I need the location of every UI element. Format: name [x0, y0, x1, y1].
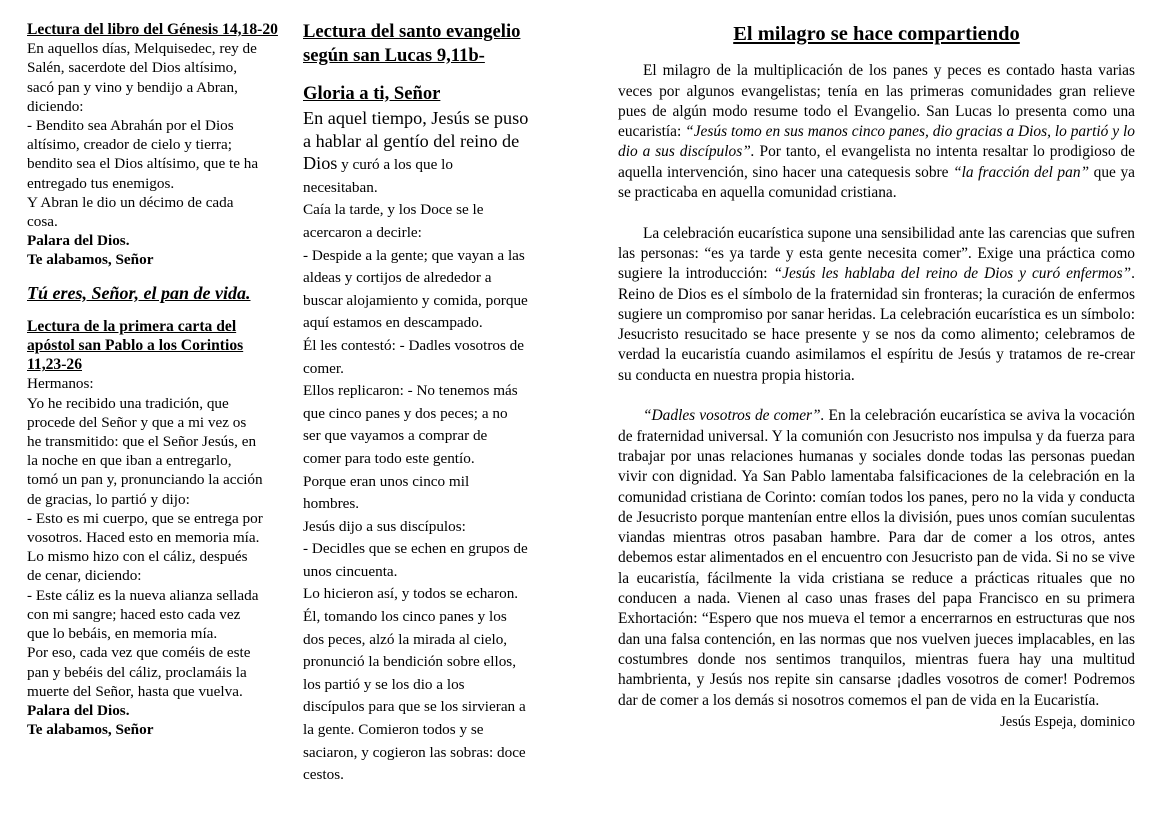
genesis-reading-line: Salén, sacerdote del Dios altísimo,	[27, 59, 238, 77]
corinthians-reading-line: de cenar, diciendo:	[27, 567, 142, 585]
gospel-text-line: dos peces, alzó la mirada al cielo,	[303, 630, 508, 648]
gospel-text-line: aquí estamos en descampado.	[303, 314, 483, 332]
corinthians-reading-line: Hermanos:	[27, 375, 94, 393]
corinthians-reading-line: la noche en que iban a entregarlo,	[27, 452, 232, 470]
gospel-text-line: ser que vayamos a comprar de	[303, 427, 488, 445]
commentary-paragraph-3: “Dadles vosotros de comer”. En la celebración eucarística se aviva la vocación de fraternidad universal. Y la comunión con Jesucristo nos impulsa y da fuerza para trabajar por unas relaciones humanas y sociales donde todas las personas puedan vivir con dignidad. Ya San Pablo lamentaba falsificaciones de la celebración en la comunidad cristiana de Corinto: comían todos los panes, pero no la vida y conducta de Jesucristo porque mantenían entre ellos la división, pues unos comían suculentas viandas mientras otros pasaban hambre. Para dar de comer a los otros, antes debemos estar alimentados en el encuentro con Jesucristo pan de vida. Si no se vive la eucaristía, fácilmente la vida cristiana se reduce a prácticas rituales que no conducen a nada. Vienen al caso unas frases del papa Francisco en su primera Exhortación: “Espero que nos mueva el temor a encerrarnos en estructuras que nos dan una falsa contención, en las normas que nos vuelven jueces implacables, en las costumbres donde nos sentimos tranquilos, mientras fuera hay una multitud hambrienta, y Jesús nos repite sin cansarse ¡dadles vosotros de comer! Podremos dar de comer a los demás si nosotros comemos el pan de vida en la Eucaristía.	[618, 407, 1135, 709]
corinthians-reading-line: con mi sangre; haced esto cada vez	[27, 605, 241, 623]
corinthians-reading-line: Por eso, cada vez que coméis de este	[27, 644, 251, 662]
gospel-text-line: - Decidles que se echen en grupos de	[303, 540, 528, 558]
gospel-text-line: comer.	[303, 359, 344, 377]
genesis-reading-line: diciendo:	[27, 97, 84, 115]
gospel-text-line: - Despide a la gente; que vayan a las	[303, 246, 525, 264]
corinthians-reading-line: - Esto es mi cuerpo, que se entrega por	[27, 509, 263, 527]
gospel-intro-line: a hablar al gentío del reino de	[303, 130, 520, 151]
gospel-text-line: unos cincuenta.	[303, 562, 398, 580]
commentary-paragraph-2: La celebración eucarística supone una sensibilidad ante las carencias que sufren las personas: “es ya tarde y esta gente necesita comer”. Exige una práctica como sugiere la introducción: “Jesús les hablaba del reino de Dios y curó enfermos”. Reino de Dios es el símbolo de la fraternidad sin fronteras; la curación de enfermos sugiere un compromiso por sanar heridas. La celebración eucarística es un símbolo: Jesucristo resucitado se hace presente y se nos da como alimento; celebramos de verdad la eucaristía cuando asimilamos el espíritu de Jesús y tratamos de re-crear su conducta en nuestra propia historia.	[618, 224, 1135, 384]
genesis-reading-line: entregado tus enemigos.	[27, 174, 175, 192]
corinthians-reading-closing: Palara del Dios.	[27, 701, 130, 719]
gospel-text-line: Jesús dijo a sus discípulos:	[303, 517, 466, 535]
corinthians-reading-response: Te alabamos, Señor	[27, 721, 154, 739]
gospel-text-line: buscar alojamiento y comida, porque	[303, 291, 528, 309]
gospel-text-line: hombres.	[303, 495, 360, 513]
corinthians-reading-line: tomó un pan y, pronunciando la acción	[27, 471, 263, 489]
gospel-intro-line	[303, 152, 555, 177]
gospel-intro-line: En aquel tiempo, Jesús se puso	[303, 108, 529, 128]
gospel-text-line: que cinco panes y dos peces; a no	[303, 404, 508, 422]
genesis-reading-line: Y Abran le dio un décimo de cada	[27, 193, 234, 211]
gospel-text-line: Él les contestó: - Dadles vosotros de	[303, 336, 525, 354]
gospel-acclamation: Gloria a ti, Señor	[303, 83, 441, 104]
first-column	[27, 20, 285, 739]
genesis-reading-line: cosa.	[27, 213, 58, 231]
corinthians-reading-text	[27, 374, 285, 700]
gospel-text-line: acercaron a decirle:	[303, 223, 422, 241]
corinthians-reading-line: pan y bebéis del cáliz, proclamáis la	[27, 663, 247, 681]
genesis-reading-text	[27, 39, 285, 231]
gospel-intro-word: Dios	[303, 153, 338, 174]
corinthians-reading-line: he transmitido: que el Señor Jesús, en	[27, 433, 257, 451]
gospel-title: Lectura del santo evangelio según san Lucas 9,11b-	[303, 21, 521, 66]
corinthians-reading-title: Lectura de la primera carta del apóstol san Pablo a los Corintios 11,23-26	[27, 317, 244, 374]
genesis-reading-line: En aquellos días, Melquisedec, rey de	[27, 40, 257, 58]
gospel-text-line: Él, tomando los cinco panes y los	[303, 608, 507, 626]
gospel-text-line: la gente. Comieron todos y se	[303, 721, 484, 739]
psalm-response: Tú eres, Señor, el pan de vida.	[27, 282, 251, 303]
genesis-reading-title: Lectura del libro del Génesis 14,18-20	[27, 21, 278, 38]
second-column	[303, 20, 555, 787]
corinthians-reading-line: Yo he recibido una tradición, que	[27, 394, 229, 412]
gospel-text-line: Porque eran unos cinco mil	[303, 472, 470, 490]
genesis-reading-closing: Palara del Dios.	[27, 232, 130, 250]
gospel-text-line: los partió y se los dio a los	[303, 675, 465, 693]
genesis-reading-line: bendito sea el Dios altísimo, que te ha	[27, 155, 259, 173]
gospel-text-line: saciaron, y cogieron las sobras: doce	[303, 743, 526, 761]
gospel-text-line: aldeas y cortijos de alrededor a	[303, 269, 492, 287]
gospel-text-line: Ellos replicaron: - No tenemos más	[303, 382, 518, 400]
corinthians-reading-line: Lo mismo hizo con el cáliz, después	[27, 548, 248, 566]
corinthians-reading-line: procede del Señor y que a mi vez os	[27, 413, 247, 431]
genesis-reading-line: - Bendito sea Abrahán por el Dios	[27, 117, 234, 135]
gospel-text-line: pronunció la bendición sobre ellos,	[303, 653, 516, 671]
gospel-text-line: discípulos para que se los sirvieran a	[303, 698, 526, 716]
corinthians-reading-line: vosotros. Haced esto en memoria mía.	[27, 529, 260, 547]
corinthians-reading-line: - Este cáliz es la nueva alianza sellada	[27, 586, 259, 604]
corinthians-reading-line: muerte del Señor, hasta que vuelva.	[27, 682, 243, 700]
gospel-text-line: comer para todo este gentío.	[303, 449, 475, 467]
gospel-text-line: cestos.	[303, 766, 344, 784]
author-signature: Jesús Espeja, dominico	[1000, 714, 1135, 731]
commentary-paragraph-1: El milagro de la multiplicación de los panes y peces es contado hasta varias veces por algunos evangelistas; tenía en las primeras comunidades gran relieve pues de algún modo resume todo el Evangelio. San Lucas lo presenta como una eucaristía: “Jesús tomo en sus manos cinco panes, dio gracias a Dios, lo partió y lo dio a sus discípulos”. Por tanto, el evangelista no intenta resaltar lo prodigioso de aquella intervención, sino hacer una catequesis sobre “la fracción del pan” que ya se practicaba en aquella comunidad cristiana.	[618, 62, 1135, 202]
gospel-text-line: Caía la tarde, y los Doce se le	[303, 201, 484, 219]
genesis-reading-response: Te alabamos, Señor	[27, 251, 154, 269]
corinthians-reading-line: que lo bebáis, en memoria mía.	[27, 625, 218, 643]
genesis-reading-line: sacó pan y vino y bendijo a Abran,	[27, 78, 238, 96]
gospel-text-line: Lo hicieron así, y todos se echaron.	[303, 585, 519, 603]
gospel-intro-rest: y curó a los que lo	[337, 156, 453, 174]
commentary-title: El milagro se hace compartiendo	[733, 23, 1020, 45]
commentary-column	[618, 20, 1135, 732]
gospel-text-line: necesitaban.	[303, 178, 378, 196]
genesis-reading-line: altísimo, creador de cielo y tierra;	[27, 136, 232, 154]
corinthians-reading-line: de gracias, lo partió y dijo:	[27, 490, 190, 508]
gospel-text	[303, 177, 555, 787]
